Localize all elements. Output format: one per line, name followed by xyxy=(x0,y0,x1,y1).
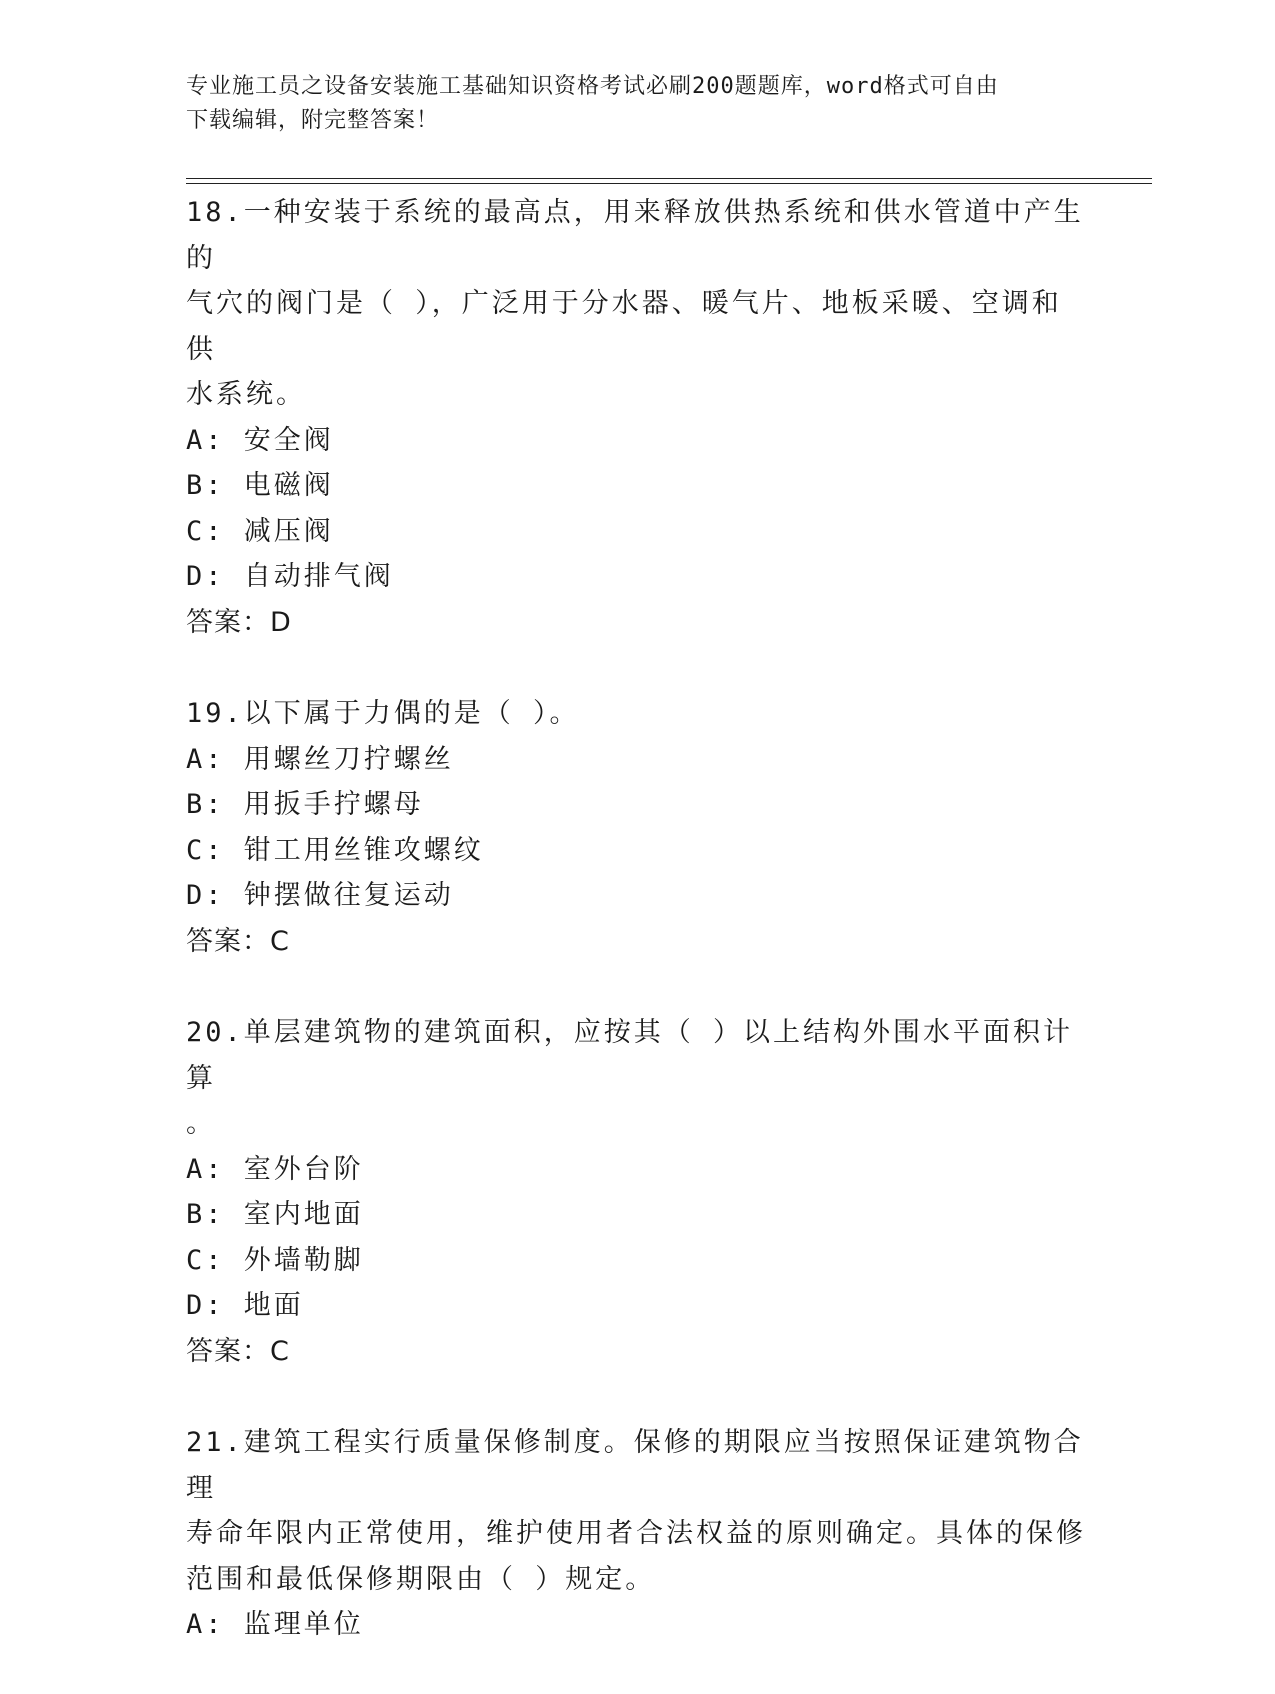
option-c: C: 减压阀 xyxy=(186,515,334,547)
option-d: D: 钟摆做往复运动 xyxy=(186,880,454,911)
option-b: B: 电磁阀 xyxy=(186,470,334,501)
question-20 xyxy=(186,1010,1086,1374)
question-stem-line: 18.一种安装于系统的最高点，用来释放供热系统和供水管道中产生的 xyxy=(186,197,1084,274)
option-a: A: 室外台阶 xyxy=(186,1153,364,1185)
option-b: B: 用扳手拧螺母 xyxy=(186,789,424,820)
header-divider-top xyxy=(186,178,1152,179)
header-line-1: 专业施工员之设备安装施工基础知识资格考试必刷200题题库，word格式可自由 xyxy=(186,74,999,99)
answer-line: 答案：C xyxy=(186,925,290,957)
answer-line: 答案：D xyxy=(186,606,292,638)
option-a: A: 安全阀 xyxy=(186,424,334,456)
question-stem-line: 水系统。 xyxy=(186,379,306,410)
option-d: D: 地面 xyxy=(186,1290,304,1321)
question-19 xyxy=(186,691,1086,964)
question-list xyxy=(186,190,1086,1694)
question-stem-line: 寿命年限内正常使用，维护使用者合法权益的原则确定。具体的保修 xyxy=(186,1518,1086,1549)
question-stem-line: 19.以下属于力偶的是（ ）。 xyxy=(186,698,580,729)
question-18 xyxy=(186,190,1086,645)
question-stem-line: 。 xyxy=(186,1108,216,1139)
option-c: C: 外墙勒脚 xyxy=(186,1244,364,1276)
option-c: C: 钳工用丝锥攻螺纹 xyxy=(186,834,484,866)
question-21 xyxy=(186,1420,1086,1648)
option-b: B: 室内地面 xyxy=(186,1199,364,1230)
option-d: D: 自动排气阀 xyxy=(186,561,394,592)
question-stem-line: 范围和最低保修期限由（ ）规定。 xyxy=(186,1563,656,1595)
question-stem-line: 气穴的阀门是（ ），广泛用于分水器、暖气片、地板采暖、空调和供 xyxy=(186,288,1062,365)
header-divider-bottom xyxy=(186,183,1152,184)
answer-line: 答案：C xyxy=(186,1335,290,1367)
option-a: A: 用螺丝刀拧螺丝 xyxy=(186,743,454,775)
header-line-2: 下载编辑，附完整答案！ xyxy=(186,108,440,133)
question-stem-line: 20.单层建筑物的建筑面积，应按其（ ）以上结构外围水平面积计算 xyxy=(186,1017,1074,1094)
question-stem-line: 21.建筑工程实行质量保修制度。保修的期限应当按照保证建筑物合理 xyxy=(186,1427,1084,1504)
option-a: A: 监理单位 xyxy=(186,1609,364,1640)
document-header xyxy=(186,70,1086,138)
